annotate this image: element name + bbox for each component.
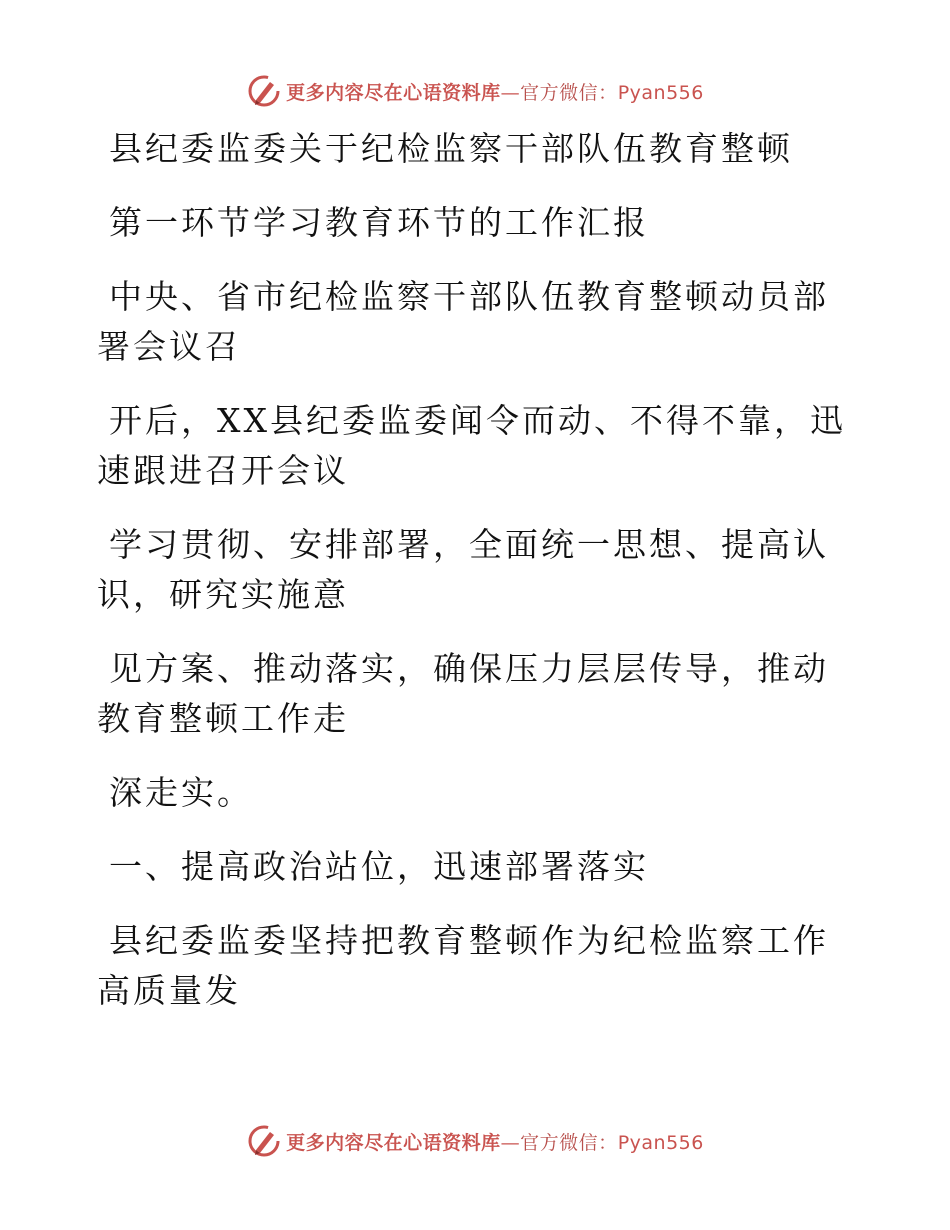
watermark-main: 更多内容尽在心语资料库: [286, 1131, 501, 1154]
watermark-dash: —: [500, 81, 521, 104]
paragraph-2: 第一环节学习教育环节的工作汇报: [109, 203, 649, 242]
paragraph-3: 中央、省市纪检监察干部队伍教育整顿动员部署会议召: [97, 277, 829, 366]
watermark-label: 官方微信：: [520, 1131, 618, 1154]
paragraph-1: 县纪委监委关于纪检监察干部队伍教育整顿: [109, 129, 793, 168]
watermark-dash: —: [500, 1131, 521, 1154]
paragraph-4: 开后，XX县纪委监委闻令而动、不得不靠，迅速跟进召开会议: [97, 401, 846, 490]
watermark-wechat-id: Pyan556: [617, 81, 704, 104]
pen-logo-icon: [246, 1123, 282, 1159]
paragraph-5: 学习贯彻、安排部署，全面统一思想、提高认识，研究实施意: [97, 525, 829, 614]
document-body: [97, 124, 857, 1040]
paragraph-7: 深走实。: [109, 773, 253, 812]
watermark-wechat-id: Pyan556: [617, 1131, 704, 1154]
header-watermark: [0, 71, 950, 111]
watermark-label: 官方微信：: [520, 81, 618, 104]
section-heading-1: 一、提高政治站位，迅速部署落实: [109, 847, 649, 886]
watermark-text: [286, 78, 704, 105]
paragraph-8: 县纪委监委坚持把教育整顿作为纪检监察工作高质量发: [97, 921, 829, 1010]
watermark-text: [286, 1128, 704, 1155]
watermark-main: 更多内容尽在心语资料库: [286, 81, 501, 104]
footer-watermark: [0, 1121, 950, 1161]
pen-logo-icon: [246, 73, 282, 109]
paragraph-6: 见方案、推动落实，确保压力层层传导，推动教育整顿工作走: [97, 649, 829, 738]
